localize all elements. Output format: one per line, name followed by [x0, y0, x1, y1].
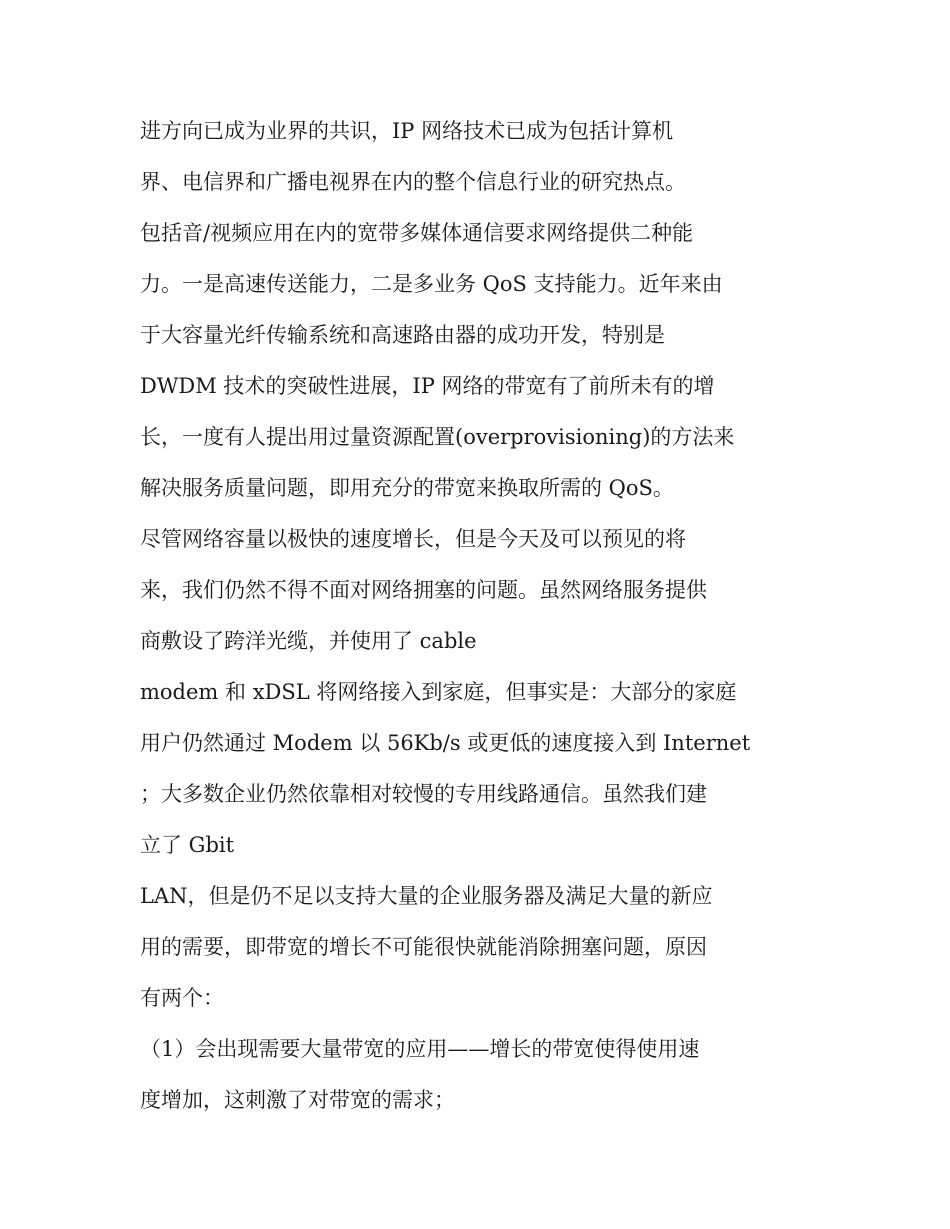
text-line: 尽管网络容量以极快的速度增长，但是今天及可以预见的将 [140, 527, 686, 551]
text-line: 用的需要，即带宽的增长不可能很快就能消除拥塞问题，原因 [140, 935, 707, 959]
text-line: LAN，但是仍不足以支持大量的企业服务器及满足大量的新应 [140, 884, 713, 908]
document-body [140, 106, 820, 1126]
text-line: 立了 Gbit [140, 833, 235, 857]
text-line: DWDM 技术的突破性进展，IP 网络的带宽有了前所未有的增 [140, 374, 715, 398]
text-line: 长，一度有人提出用过量资源配置(overprovisioning)的方法来 [140, 425, 735, 449]
text-line: 进方向已成为业界的共识，IP 网络技术已成为包括计算机 [140, 119, 674, 143]
text-line: modem 和 xDSL 将网络接入到家庭，但事实是：大部分的家庭 [140, 680, 737, 704]
text-line: 解决服务质量问题，即用充分的带宽来换取所需的 QoS。 [140, 476, 674, 500]
text-line: 包括音/视频应用在内的宽带多媒体通信要求网络提供二种能 [140, 221, 694, 245]
text-line: 用户仍然通过 Modem 以 56Kb/s 或更低的速度接入到 Internet [140, 731, 751, 755]
text-line: 来，我们仍然不得不面对网络拥塞的问题。虽然网络服务提供 [140, 578, 707, 602]
text-line: 度增加，这刺激了对带宽的需求； [140, 1088, 455, 1112]
text-line: 力。一是高速传送能力，二是多业务 QoS 支持能力。近年来由 [140, 272, 723, 296]
text-line: 界、电信界和广播电视界在内的整个信息行业的研究热点。 [140, 170, 686, 194]
text-line: 商敷设了跨洋光缆，并使用了 cable [140, 629, 477, 653]
text-line: 于大容量光纤传输系统和高速路由器的成功开发，特别是 [140, 323, 665, 347]
text-line: （1）会出现需要大量带宽的应用——增长的带宽使得使用速 [140, 1037, 700, 1061]
text-line: 有两个： [140, 986, 224, 1010]
text-line: ；大多数企业仍然依靠相对较慢的专用线路通信。虽然我们建 [140, 782, 707, 806]
